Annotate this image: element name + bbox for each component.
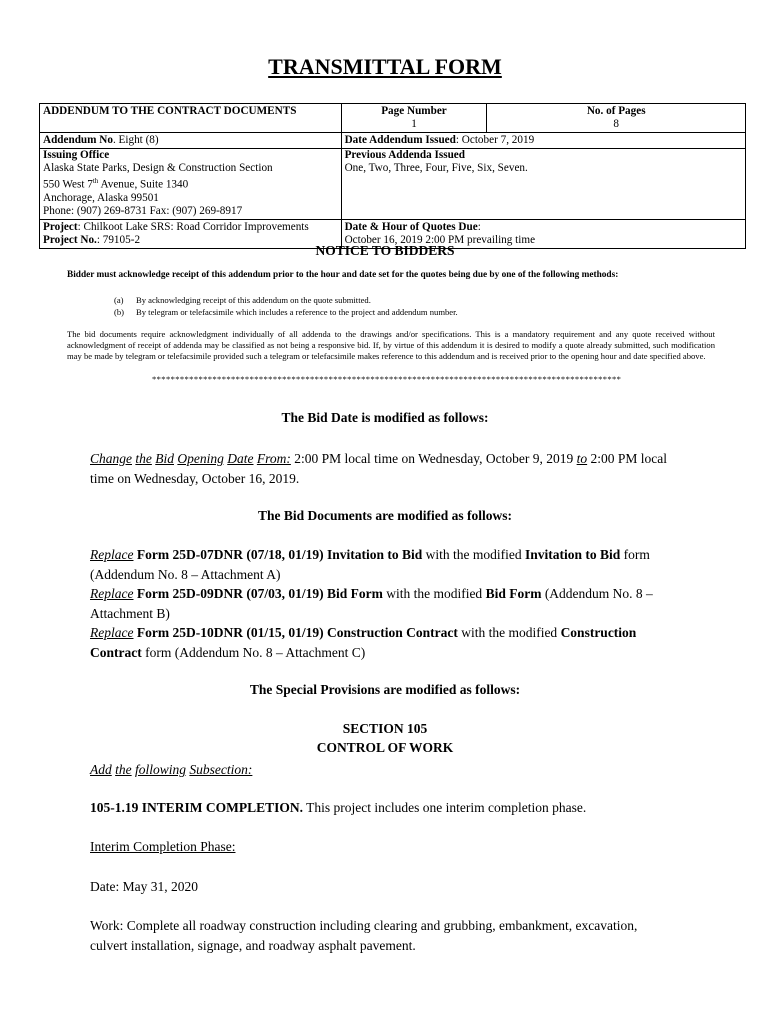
bid-date-heading: The Bid Date is modified as follows: xyxy=(281,410,489,425)
to-word: to xyxy=(576,451,588,466)
quotes-due-colon: : xyxy=(477,220,481,233)
phase-work: Work: Complete all roadway construction including clearing and grubbing, embankment, excavation, culvert installation, signage, and roadway asphalt pavement. xyxy=(90,918,638,953)
office-line-1: Alaska State Parks, Design & Construction Section xyxy=(43,162,273,174)
project-no-label: Project No. xyxy=(43,233,97,246)
phase-date: Date: May 31, 2020 xyxy=(90,879,198,894)
project-label: Project xyxy=(43,220,78,233)
previous-addenda-label: Previous Addenda Issued xyxy=(344,149,465,161)
replace-item-2 xyxy=(90,584,670,623)
notice-heading: NOTICE TO BIDDERS xyxy=(315,243,455,258)
method-item xyxy=(114,294,458,306)
bid-date-text xyxy=(90,449,690,488)
date-issued-cell xyxy=(341,133,745,220)
addendum-heading-cell xyxy=(40,104,342,133)
notice-paragraph: The bid documents require acknowledgment individually of all addenda to the drawings and/or specifications. This is a mandatory requirement and any quote received without acknowledgment of receipt of addenda may be classified as not being a responsive bid. If, by virtue of this addendum it is desired to modify a quote already submitted, such modification may be made by telegram or telefacsimile provided such a telegram or telefacsimile makes reference to this addendum and is received prior to the opening hour and date specified above. xyxy=(67,329,715,362)
method-text: By acknowledging receipt of this addendum on the quote submitted. xyxy=(136,295,371,305)
add-word: Add xyxy=(90,762,112,777)
new-form: Bid Form xyxy=(485,586,542,601)
office-cell xyxy=(40,133,342,220)
old-date-text: 2:00 PM local time on Wednesday, October 9, 2019 xyxy=(290,451,577,466)
new-date-text: 2:00 PM local time on Wednesday, October 16, 2019. xyxy=(90,451,668,486)
date-issued-label: Date Addendum Issued xyxy=(344,134,456,146)
project-no-value: : 79105-2 xyxy=(96,233,141,246)
separator-stars: ***************************************************************************************************** xyxy=(152,374,622,384)
date-word: Date xyxy=(227,451,254,466)
office-line-4: Phone: (907) 269-8731 Fax: (907) 269-8917 xyxy=(43,204,243,217)
attachment-text: (Addendum No. 8 – Attachment B) xyxy=(90,586,653,621)
old-form: Form 25D-07DNR (07/18, 01/19) Invitation to Bid xyxy=(136,547,423,562)
interim-text: This project includes one interim completion phase. xyxy=(303,800,587,815)
opening-word: Opening xyxy=(177,451,224,466)
addendum-no-value: . Eight (8) xyxy=(112,134,159,146)
connector-text: with the modified xyxy=(457,625,561,640)
replace-item-1 xyxy=(90,545,670,584)
from-word: From: xyxy=(256,451,291,466)
method-item xyxy=(114,306,458,318)
replace-item-3 xyxy=(90,623,670,662)
methods-list xyxy=(114,294,458,318)
replace-word: Replace xyxy=(90,625,134,640)
section-number: SECTION 105 xyxy=(342,721,428,736)
method-label: (a) xyxy=(114,295,124,305)
addendum-header-table xyxy=(39,103,746,249)
method-text: By telegram or telefacsimile which includes a reference to the project and addendum number. xyxy=(136,307,458,317)
old-form: Form 25D-10DNR (01/15, 01/19) Construction Contract xyxy=(136,625,458,640)
acknowledge-text: Bidder must acknowledge receipt of this addendum prior to the hour and date set for the quotes being due by one of the following methods: xyxy=(67,270,619,280)
replace-word: Replace xyxy=(90,547,134,562)
quotes-due-value: October 16, 2019 2:00 PM prevailing time xyxy=(344,233,536,246)
no-of-pages-cell xyxy=(487,104,746,133)
connector-text: with the modified xyxy=(382,586,486,601)
no-of-pages-value: 8 xyxy=(613,118,619,130)
addendum-heading: ADDENDUM TO THE CONTRACT DOCUMENTS xyxy=(43,105,297,117)
addendum-no-label: Addendum No xyxy=(43,134,113,146)
new-form: Construction Contract xyxy=(90,625,637,660)
old-form: Form 25D-09DNR (07/03, 01/19) Bid Form xyxy=(136,586,383,601)
the-word: the xyxy=(135,451,152,466)
following-word: following xyxy=(135,762,187,777)
subsection-word: Subsection: xyxy=(189,762,253,777)
bid-word: Bid xyxy=(155,451,174,466)
no-of-pages-label: No. of Pages xyxy=(586,105,646,117)
the-word: the xyxy=(115,762,132,777)
date-issued-value: : October 7, 2019 xyxy=(455,134,535,146)
page-number-cell xyxy=(341,104,487,133)
method-label: (b) xyxy=(114,307,125,317)
connector-text: with the modified xyxy=(422,547,525,562)
page-number-label: Page Number xyxy=(381,105,447,117)
new-form: Invitation to Bid xyxy=(524,547,621,562)
interim-phase-heading: Interim Completion Phase: xyxy=(90,839,236,854)
bid-documents-heading: The Bid Documents are modified as follows: xyxy=(257,508,512,523)
issuing-office-label: Issuing Office xyxy=(43,149,110,161)
replace-word: Replace xyxy=(90,586,134,601)
change-word: Change xyxy=(90,451,132,466)
office-line-3: Anchorage, Alaska 99501 xyxy=(43,191,159,204)
bid-documents-text xyxy=(90,545,670,662)
interim-completion-line xyxy=(90,798,690,818)
interim-title: 105-1.19 INTERIM COMPLETION. xyxy=(90,800,304,815)
page-title: TRANSMITTAL FORM xyxy=(268,54,502,79)
office-line-2: 550 West 7th Avenue, Suite 1340 xyxy=(43,177,189,191)
special-provisions-heading: The Special Provisions are modified as follows: xyxy=(249,682,521,697)
page-number-value: 1 xyxy=(411,118,417,130)
add-subsection-line xyxy=(90,760,690,780)
attachment-text: form (Addendum No. 8 – Attachment A) xyxy=(90,547,650,582)
project-value: : Chilkoot Lake SRS: Road Corridor Improvements xyxy=(77,220,309,233)
previous-addenda-value: One, Two, Three, Four, Five, Six, Seven. xyxy=(344,162,528,174)
quotes-due-label: Date & Hour of Quotes Due xyxy=(344,220,478,233)
section-title: CONTROL OF WORK xyxy=(316,740,454,755)
attachment-text: form (Addendum No. 8 – Attachment C) xyxy=(141,644,366,660)
